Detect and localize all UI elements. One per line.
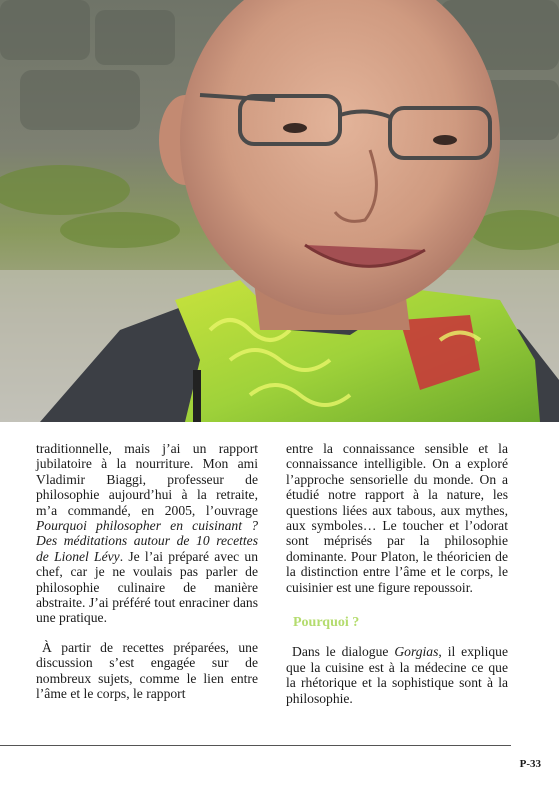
article-column-left [36, 441, 258, 702]
book-title: Pourquoi philosopher en cuisinant ? Des méditations autour de 10 recettes de Lionel Lévy [36, 518, 258, 564]
work-title: Gorgias [394, 644, 439, 660]
paragraph-text: traditionnelle, mais j’ai un rapport jubilatoire à la nourriture. Mon ami Vladimir Biaggi, professeur de philosophie aujourd’hui à la retraite, m’a commandé, en 2005, l’ouvrage [36, 441, 258, 518]
paragraph-text: , il explique que la cuisine est à la médecine ce que la rhétorique et la sophistique sont à la philosophie. [286, 644, 508, 706]
footer-rule [0, 745, 511, 746]
page-number: P-33 [519, 758, 541, 770]
paragraph-text: . Je l’ai préparé avec un chef, car je ne voulais pas parler de philosophie culinaire de manière abstraite. J’ai préféré tout enraciner dans une pratique. [36, 548, 258, 626]
paragraph [286, 644, 508, 706]
paragraph [36, 441, 258, 626]
paragraph: À partir de recettes préparées, une discussion s’est engagée sur de nombreux sujets, comme le lien entre l’âme et le corps, le rapport [36, 639, 258, 702]
paragraph-text: Dans le dialogue [292, 644, 395, 660]
section-heading: Pourquoi ? [293, 615, 360, 631]
paragraph: entre la connaissance sensible et la connaissance intelligible. On a exploré l’approche sensorielle du monde. On a étudié notre rapport à la nature, les questions liées aux tabous, aux mythes, aux symboles… Le toucher et l’odorat sont méprisés par la philosophie dominante. Pour Platon, le théoricien de la distinction entre l’âme et le corps, le cuisinier est une figure repoussoir. [286, 441, 508, 595]
article-column-right [286, 441, 508, 706]
